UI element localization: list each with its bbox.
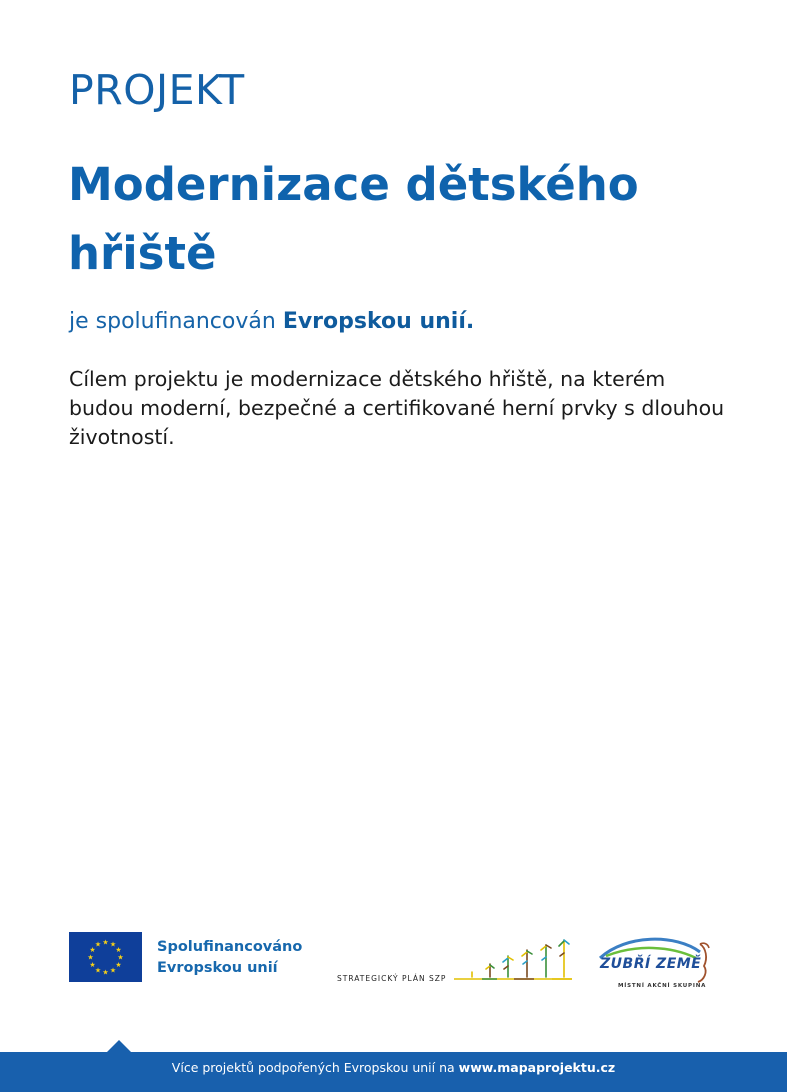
szp-logo-text: STRATEGICKÝ PLÁN SZP (337, 974, 447, 983)
eu-star-icon: ★ (109, 940, 117, 949)
eu-star-icon: ★ (102, 968, 109, 977)
project-title-line-2: hřiště (68, 227, 217, 280)
description-line: Cílem projektu je modernizace dětského hřiště, na kterém (69, 367, 666, 391)
footer-link[interactable]: www.mapaprojektu.cz (458, 1060, 616, 1075)
szp-logo-graphic (452, 936, 577, 986)
cofinancing-prefix: je spolufinancován (69, 309, 283, 334)
mas-subtitle: MÍSTNÍ AKČNÍ SKUPINA (618, 983, 707, 989)
footer-notch (107, 1040, 131, 1052)
eu-star-icon: ★ (117, 953, 124, 962)
eu-star-icon: ★ (115, 946, 122, 954)
eu-star-icon: ★ (115, 961, 122, 969)
cofinancing-statement (69, 309, 474, 334)
eu-text-line-2: Evropskou unií (157, 960, 278, 976)
project-title (68, 150, 768, 288)
footer-prefix: Více projektů podpořených Evropskou unií na (171, 1060, 459, 1075)
poster-label: PROJEKT (69, 66, 245, 114)
eu-text-line-1: Spolufinancováno (157, 939, 303, 955)
eu-star-icon: ★ (89, 946, 96, 954)
eu-star-icon: ★ (94, 940, 102, 949)
eu-star-icon: ★ (102, 938, 109, 947)
eu-star-icon: ★ (87, 953, 94, 962)
cofinancing-eu: Evropskou unií. (282, 309, 475, 334)
project-description (69, 365, 749, 452)
mas-name: ZUBŘÍ ZEMĚ (600, 956, 702, 972)
eu-cofinanced-text (157, 937, 302, 979)
footer-text (0, 1060, 787, 1075)
eu-star-icon: ★ (89, 961, 96, 969)
eu-star-icon: ★ (94, 966, 102, 975)
project-title-line-1: Modernizace dětského (68, 158, 639, 211)
description-line: životností. (69, 425, 175, 449)
description-line: budou moderní, bezpečné a certifikované herní prvky s dlouhou (69, 396, 725, 420)
eu-star-icon: ★ (109, 966, 117, 975)
eu-flag-icon (69, 932, 142, 982)
